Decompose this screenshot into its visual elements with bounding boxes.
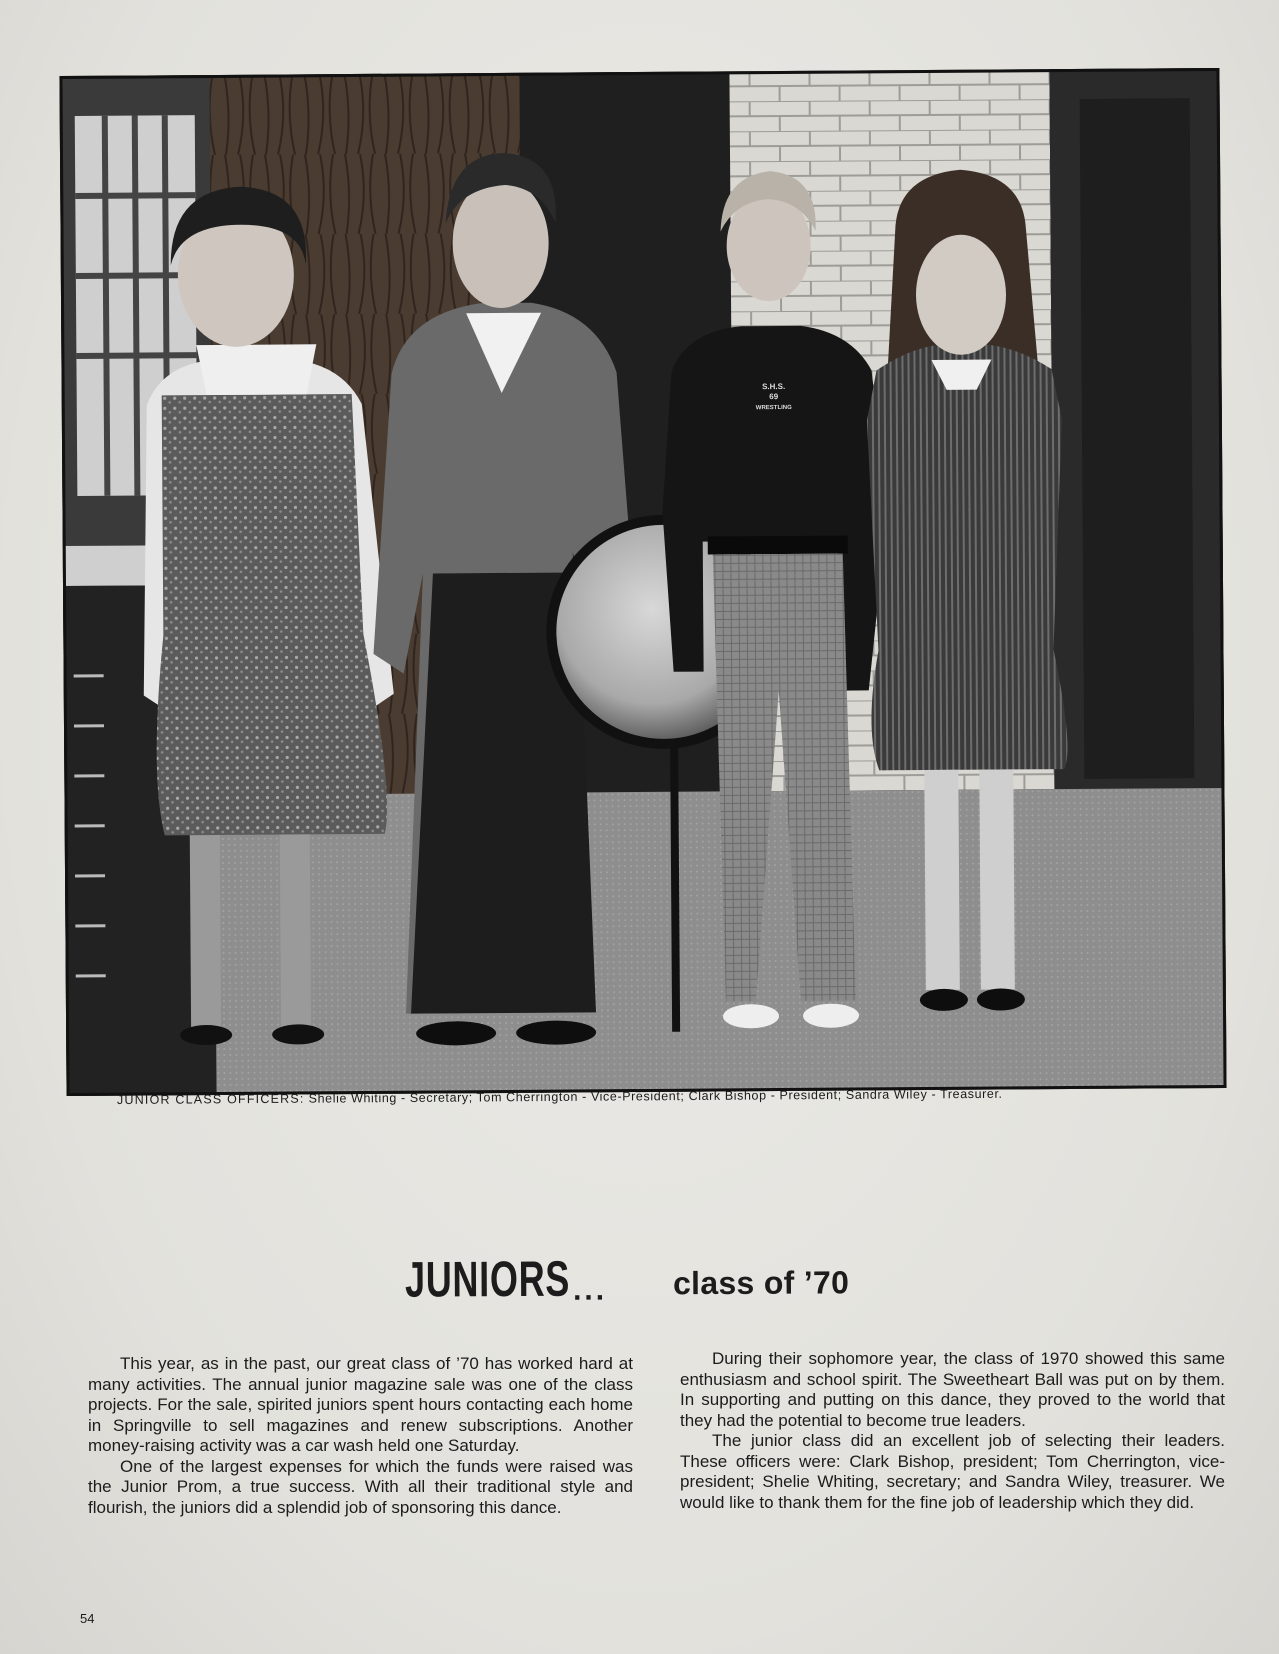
page-heading — [404, 1249, 850, 1312]
heading-dots: ... — [572, 1273, 608, 1307]
caption-text: Shelie Whiting - Secretary; Tom Cherrington - Vice-President; Clark Bishop - President; Sandra Wiley - Treasurer. — [308, 1086, 1003, 1106]
left-paragraph-1: This year, as in the past, our great class of ’70 has worked hard at many activities. The annual junior magazine sale was one of the class projects. For the sale, spirited juniors spent hours contacting each home in Springville to sell magazines and renew subscriptions. Another money-raising activity was a car wash held one Saturday. — [88, 1354, 633, 1455]
class-officers-photo — [59, 68, 1226, 1096]
shirt-print-line-1: S.H.S. — [762, 382, 786, 392]
right-paragraph-2: The junior class did an excellent job of selecting their leaders. These officers were: Clark Bishop, president; Tom Cherrington, vice-president; Shelie Whiting, secretary; and Sandra Wiley, treasurer. We would like to thank them for the fine job of leadership which they did. — [680, 1431, 1225, 1512]
right-column — [680, 1349, 1225, 1513]
caption-lead: JUNIOR CLASS OFFICERS: — [116, 1091, 305, 1107]
page-number: 54 — [80, 1611, 95, 1626]
right-paragraph-1: During their sophomore year, the class of 1970 showed this same enthusiasm and school spirit. The Sweetheart Ball was put on by them. In supporting and putting on this dance, they proved to the world that they had the potential to become true leaders. — [680, 1349, 1225, 1430]
left-column — [88, 1354, 633, 1518]
shirt-print-line-3: WRESTLING — [755, 404, 792, 412]
shirt-print-line-2: 69 — [769, 392, 779, 402]
heading-main: JUNIORS — [404, 1250, 571, 1308]
heading-subtitle: class of ’70 — [672, 1264, 850, 1302]
left-paragraph-2: One of the largest expenses for which the funds were raised was the Junior Prom, a true success. With all their traditional style and flourish, the juniors did a splendid job of sponsoring this dance. — [88, 1456, 633, 1517]
